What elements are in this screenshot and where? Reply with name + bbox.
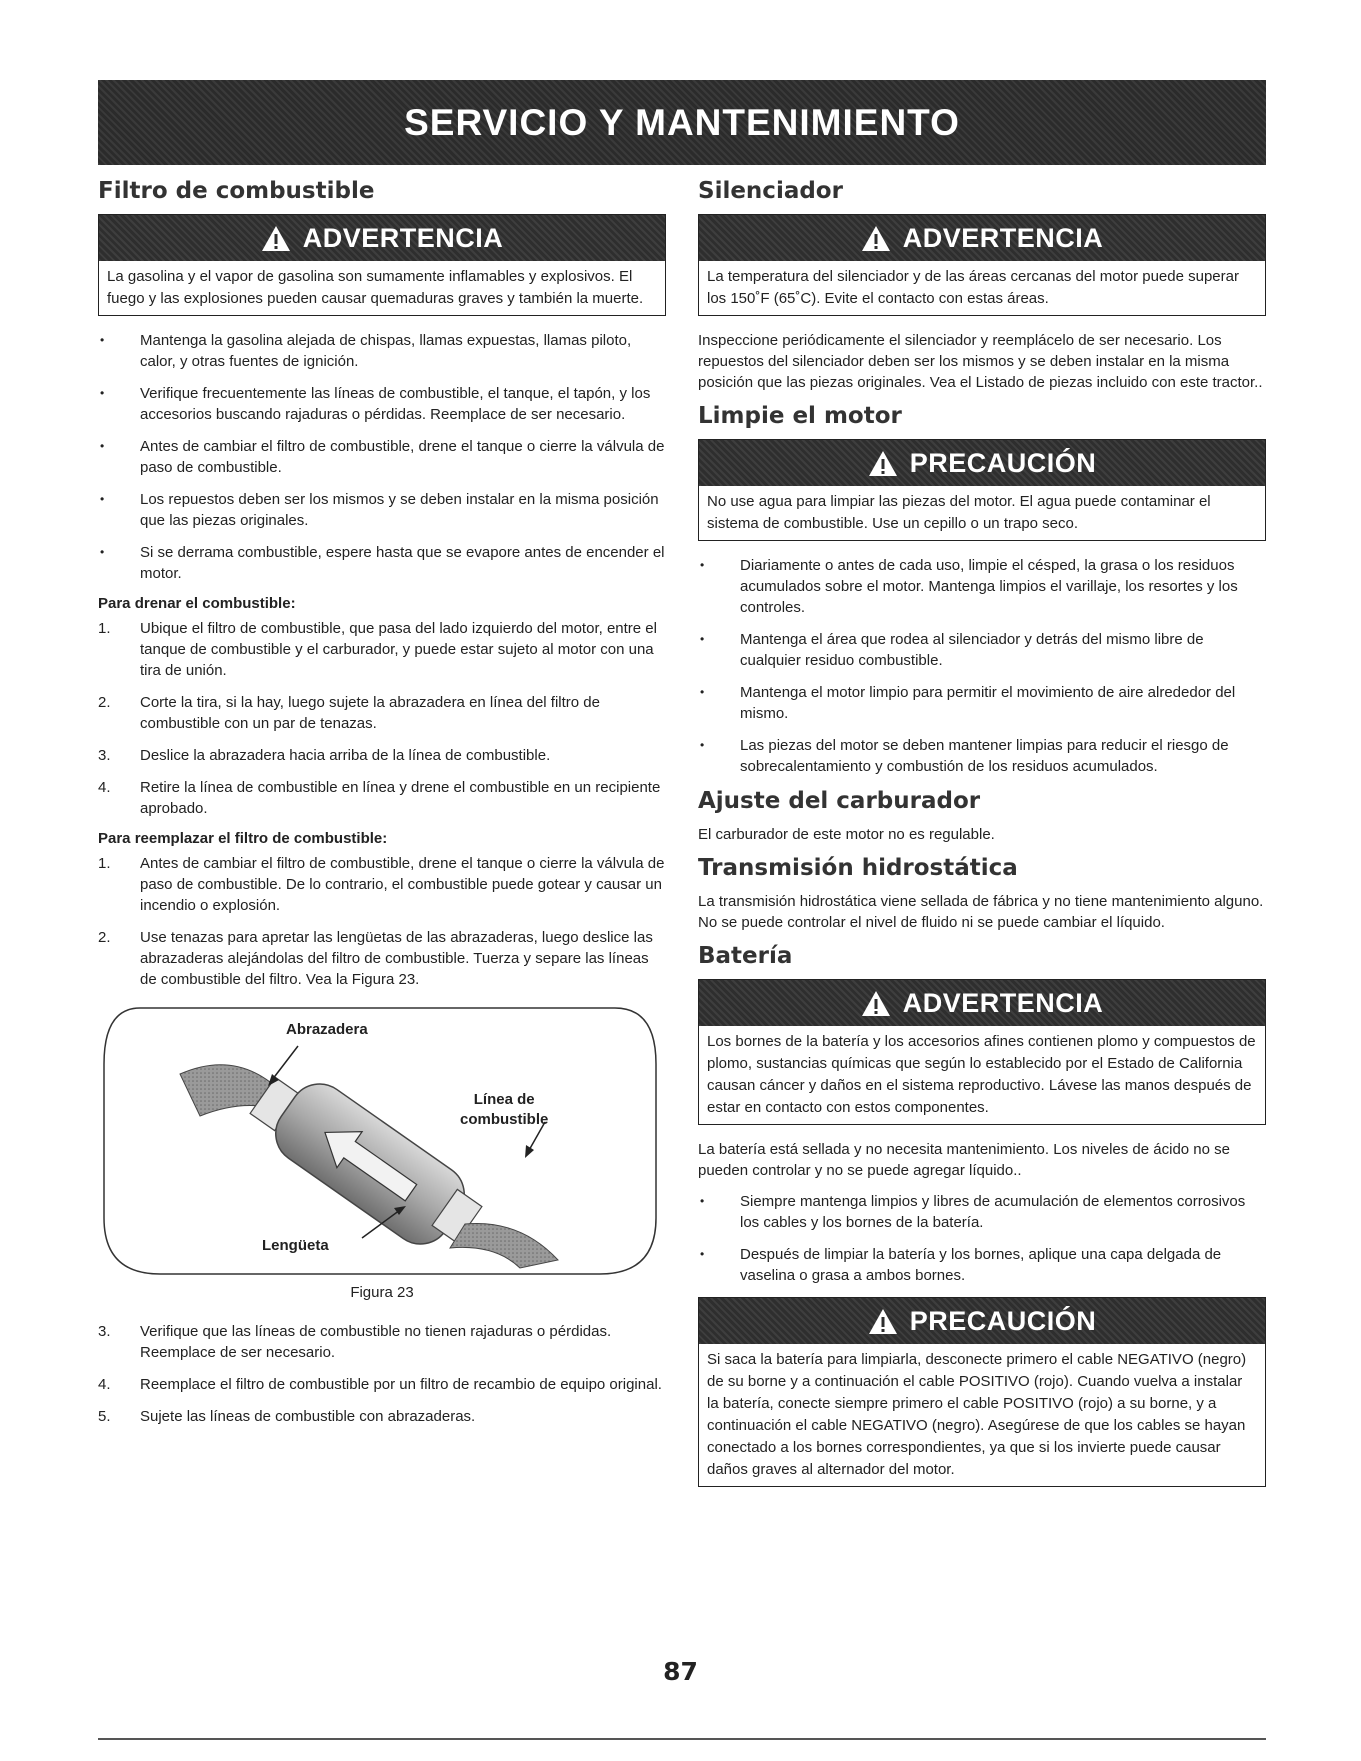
caution-text: Si saca la batería para limpiarla, desconecte primero el cable NEGATIVO (negro) de su borne y a continuación el cable POSITIVO (rojo). Cuando vuelva a instalar la batería, conecte siempre primero el cable POSITIVO (rojo) a su borne, y a continuación el cable NEGATIVO (negro). Asegúrese de que los cables se hayan conectado a los bornes correspondientes, ya que si los invierte puede causar daños graves al alternador del motor. — [707, 1351, 1247, 1478]
fuel-filter-illustration — [100, 1004, 660, 1278]
subheading-drenar: Para drenar el combustible: — [98, 595, 296, 612]
warning-header — [699, 980, 1265, 1026]
paragraph-carburador: El carburador de este motor no es regulable. — [698, 826, 995, 843]
caution-text: No use agua para limpiar las piezas del motor. El agua puede contaminar el sistema de combustible. Use un cepillo o un trapo seco. — [707, 493, 1211, 532]
list-item: • Mantenga el área que rodea al silenciador y detrás del mismo libre de cualquier residuo combustible. — [700, 631, 1204, 669]
banner-title: SERVICIO Y MANTENIMIENTO — [404, 101, 960, 143]
caution-title: PRECAUCIÓN — [909, 1305, 1097, 1336]
figure-caption: Figura 23 — [350, 1284, 414, 1301]
label-linea-combustible: Línea de combustible — [460, 1091, 549, 1128]
caution-title: PRECAUCIÓN — [909, 447, 1097, 478]
paragraph-silenciador: Inspeccione periódicamente el silenciador y reemplácelo de ser necesario. Los repuestos del silenciador deben ser los mismos y se deben instalar en la misma posición que las piezas originales. Vea el Listado de piezas incluido con este tractor.. — [698, 332, 1263, 391]
heading-limpie-motor: Limpie el motor — [698, 403, 902, 429]
list-item: 1. Ubique el filtro de combustible, que pasa del lado izquierdo del motor, entre el tanque de combustible y el carburador, y puede estar sujeto al motor con una tira de unión. — [98, 620, 657, 679]
page-number: 87 — [663, 1657, 698, 1686]
warning-triangle-icon — [868, 1308, 898, 1335]
battery-care-list — [698, 1191, 1266, 1286]
warning-title: ADVERTENCIA — [302, 222, 504, 253]
caution-header — [699, 440, 1265, 486]
caution-box-bateria — [698, 1297, 1266, 1487]
warning-triangle-icon — [861, 225, 891, 252]
left-column — [98, 172, 666, 1438]
drain-steps-list — [98, 618, 666, 819]
heading-filtro-combustible: Filtro de combustible — [98, 178, 375, 204]
warning-box-bateria — [698, 979, 1266, 1125]
warning-header — [99, 215, 665, 261]
warning-header — [699, 215, 1265, 261]
list-item: • Antes de cambiar el filtro de combustible, drene el tanque o cierre la válvula de paso de combustible. — [100, 438, 665, 476]
list-item: • Los repuestos deben ser los mismos y se deben instalar en la misma posición que las piezas originales. — [100, 491, 659, 529]
caution-box-motor — [698, 439, 1266, 541]
warning-text: La temperatura del silenciador y de las áreas cercanas del motor puede superar los 150˚F (65˚C). Evite el contacto con estas áreas. — [707, 268, 1239, 307]
subheading-reemplazar: Para reemplazar el filtro de combustible: — [98, 830, 388, 847]
replace-steps-list — [98, 853, 666, 990]
heading-silenciador: Silenciador — [698, 178, 843, 204]
heading-bateria: Batería — [698, 943, 793, 969]
figure-fuel-filter — [100, 1004, 660, 1278]
list-item: 2. Corte la tira, si la hay, luego sujete la abrazadera en línea del filtro de combustible con un par de tenazas. — [98, 694, 600, 732]
list-item: 4. Reemplace el filtro de combustible por un filtro de recambio de equipo original. — [98, 1376, 662, 1393]
warning-triangle-icon — [861, 990, 891, 1017]
list-item: • Mantenga la gasolina alejada de chispas, llamas expuestas, llamas piloto, calor, y otras fuentes de ignición. — [100, 332, 632, 370]
list-item: • Las piezas del motor se deben mantener limpias para reducir el riesgo de sobrecalentamiento y combustión de los residuos acumulados. — [700, 737, 1229, 775]
list-item: 3. Verifique que las líneas de combustible no tienen rajaduras o pérdidas. Reemplace de ser necesario. — [98, 1323, 612, 1361]
caution-header — [699, 1298, 1265, 1344]
warning-text: Los bornes de la batería y los accesorios afines contienen plomo y compuestos de plomo, sustancias químicas que según lo establecido por el Estado de California causan cáncer y daños en el sistema reproductivo. Lávese las manos después de estar en contacto con estos componentes. — [707, 1033, 1256, 1116]
engine-cleaning-list — [698, 555, 1266, 777]
warning-triangle-icon — [261, 225, 291, 252]
warning-triangle-icon — [868, 450, 898, 477]
paragraph-bateria: La batería está sellada y no necesita mantenimiento. Los niveles de ácido no se pueden controlar y no se puede agregar líquido.. — [698, 1141, 1231, 1179]
heading-carburador: Ajuste del carburador — [698, 788, 981, 814]
list-item: • Diariamente o antes de cada uso, limpie el césped, la grasa o los residuos acumulados sobre el motor. Mantenga limpios el varillaje, los resortes y los controles. — [700, 557, 1238, 616]
list-item: • Verifique frecuentemente las líneas de combustible, el tanque, el tapón, y los accesorios buscando rajaduras o pérdidas. Reemplace de ser necesario. — [100, 385, 651, 423]
list-item: 5. Sujete las líneas de combustible con abrazaderas. — [98, 1408, 476, 1425]
paragraph-transmision: La transmisión hidrostática viene sellada de fábrica y no tiene mantenimiento alguno. No se puede controlar el nivel de fluido ni se puede cambiar el líquido. — [698, 893, 1264, 931]
list-item: • Después de limpiar la batería y los bornes, aplique una capa delgada de vaselina o grasa a ambos bornes. — [700, 1246, 1222, 1284]
bottom-rule — [98, 1738, 1266, 1740]
list-item: • Mantenga el motor limpio para permitir el movimiento de aire alrededor del mismo. — [700, 684, 1236, 722]
label-lengueta: Lengüeta — [262, 1237, 329, 1254]
right-column — [698, 172, 1266, 1501]
warning-box-gasolina — [98, 214, 666, 316]
warning-title: ADVERTENCIA — [902, 222, 1104, 253]
label-abrazadera: Abrazadera — [286, 1021, 368, 1038]
warning-text: La gasolina y el vapor de gasolina son sumamente inflamables y explosivos. El fuego y las explosiones pueden causar quemaduras graves y también la muerte. — [107, 268, 644, 307]
list-item: 2. Use tenazas para apretar las lengüetas de las abrazaderas, luego deslice las abrazaderas alejándolas del filtro de combustible. Tuerza y separe las líneas de combustible del filtro. Vea la Figura 23. — [98, 929, 653, 988]
replace-steps-list-continued — [98, 1321, 666, 1427]
fuel-safety-list — [98, 330, 666, 584]
section-banner — [98, 80, 1266, 165]
list-item: 1. Antes de cambiar el filtro de combustible, drene el tanque o cierre la válvula de paso de combustible. De lo contrario, el combustible puede gotear y causar un incendio o explosión. — [98, 855, 665, 914]
list-item: 4. Retire la línea de combustible en línea y drene el combustible en un recipiente aprobado. — [98, 779, 661, 817]
warning-title: ADVERTENCIA — [902, 987, 1104, 1018]
warning-box-silenciador — [698, 214, 1266, 316]
list-item: • Siempre mantenga limpios y libres de acumulación de elementos corrosivos los cables y los bornes de la batería. — [700, 1193, 1246, 1231]
heading-transmision: Transmisión hidrostática — [698, 855, 1018, 881]
list-item: 3. Deslice la abrazadera hacia arriba de la línea de combustible. — [98, 747, 551, 764]
list-item: • Si se derrama combustible, espere hasta que se evapore antes de encender el motor. — [100, 544, 665, 582]
